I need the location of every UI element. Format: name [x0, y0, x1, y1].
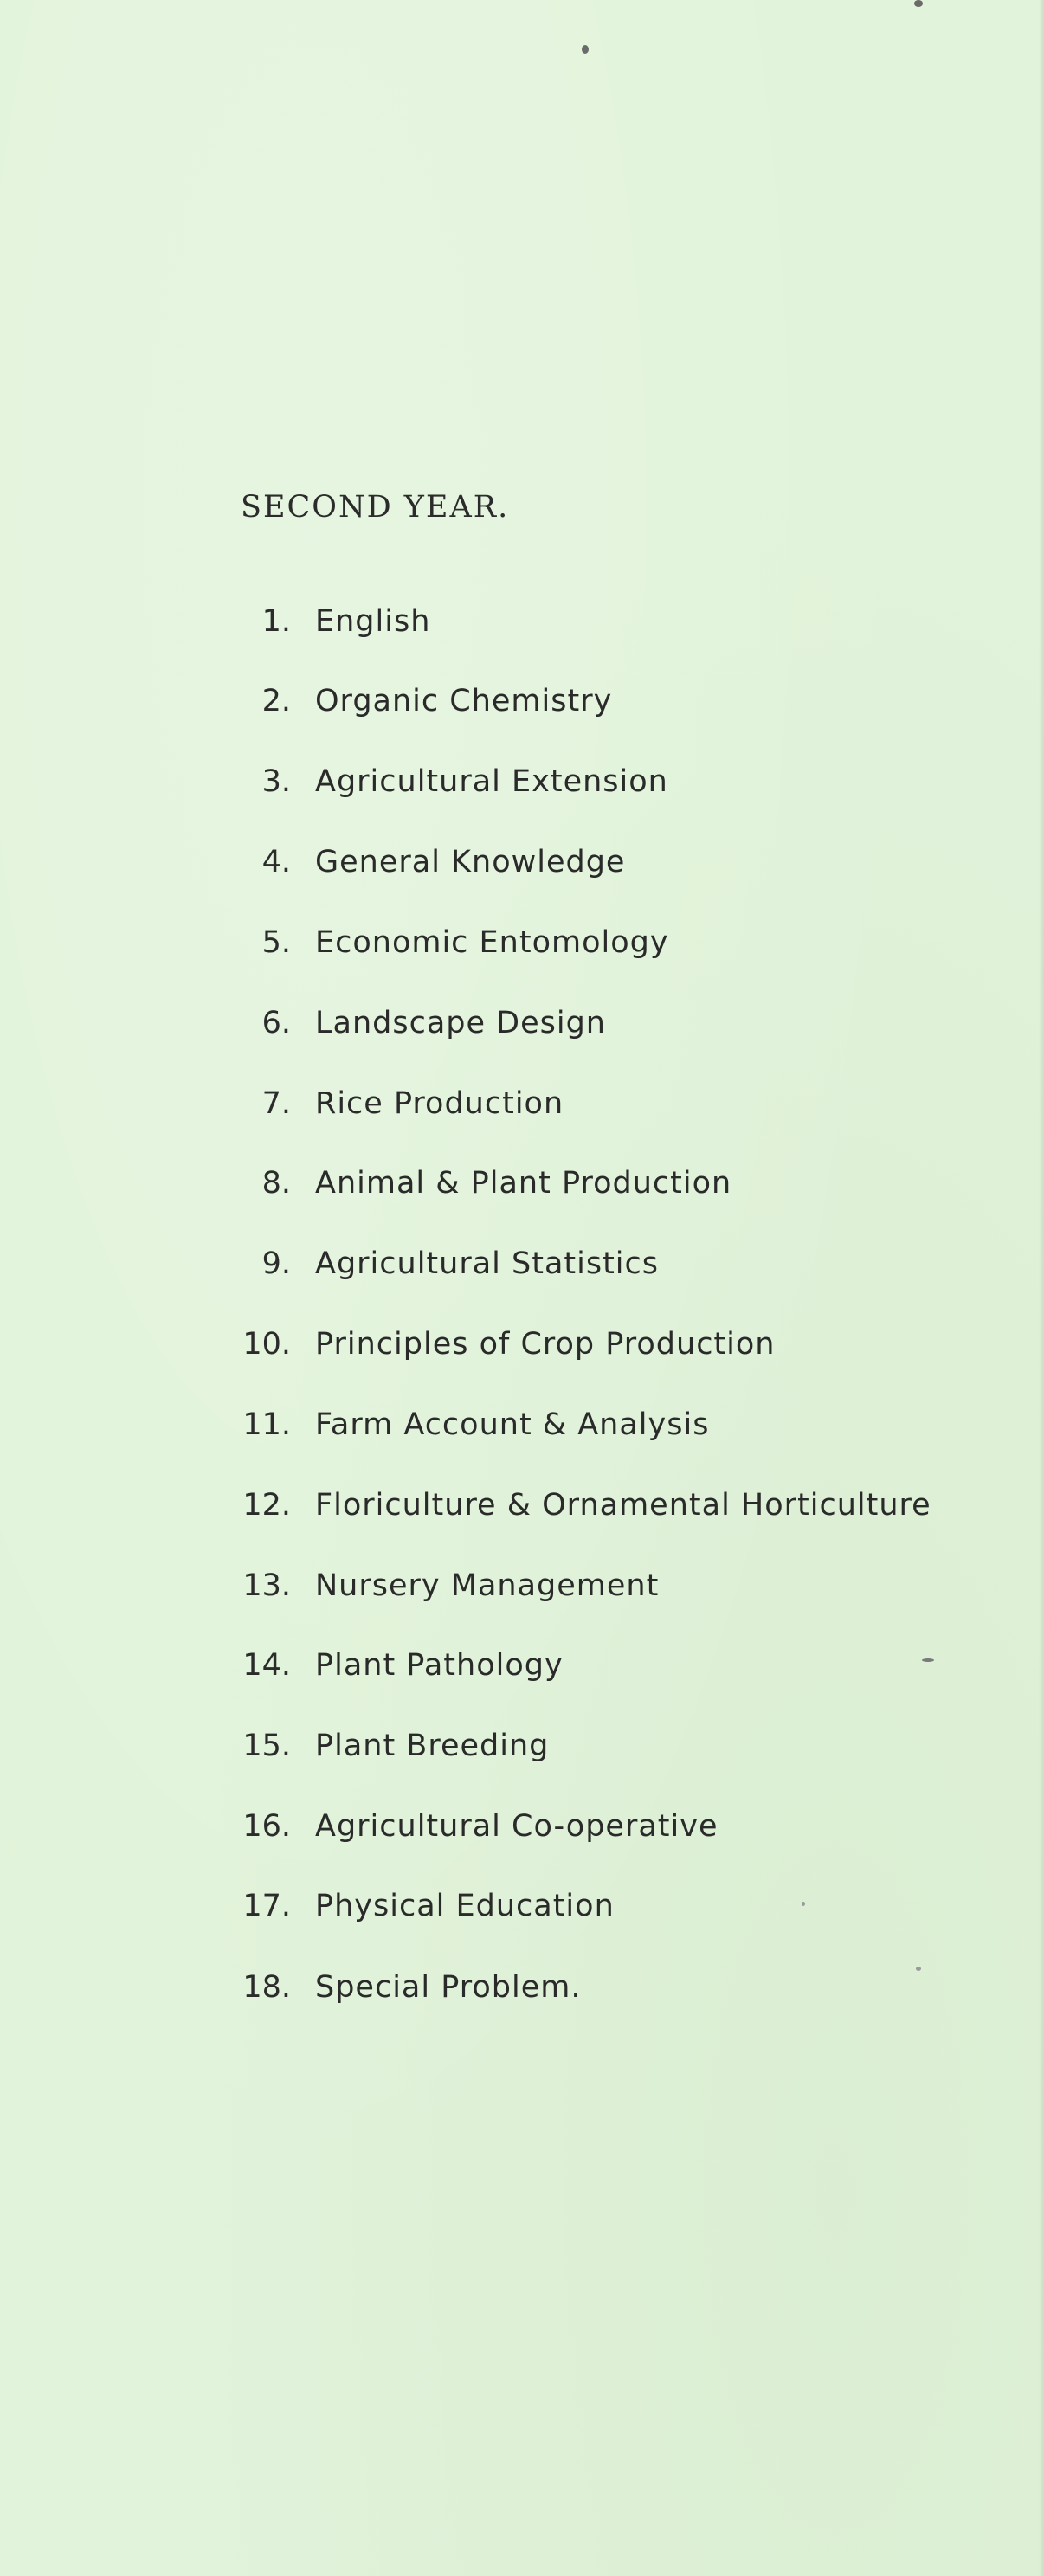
course-number: 7. — [261, 1086, 291, 1121]
course-item — [0, 1318, 1044, 1370]
course-name: Principles of Crop Production — [315, 1327, 776, 1362]
course-name: Rice Production — [315, 1086, 564, 1121]
course-item — [0, 1720, 1044, 1772]
paper-speck — [582, 45, 589, 54]
course-item — [0, 756, 1044, 808]
course-number: 4. — [261, 845, 291, 879]
course-name: Farm Account & Analysis — [315, 1407, 710, 1442]
course-number: 6. — [261, 1006, 291, 1040]
course-name: Physical Education — [315, 1889, 615, 1923]
course-item — [0, 997, 1044, 1049]
course-name: Animal & Plant Production — [315, 1166, 732, 1201]
course-name: Agricultural Extension — [315, 764, 668, 799]
course-number: 9. — [261, 1246, 291, 1281]
course-number: 15. — [242, 1729, 291, 1763]
course-item — [0, 1880, 1044, 1932]
course-number: 2. — [261, 684, 291, 718]
course-item — [0, 1238, 1044, 1290]
course-item — [0, 675, 1044, 727]
course-item — [0, 1961, 1044, 2013]
course-number: 16. — [242, 1809, 291, 1844]
course-item — [0, 1078, 1044, 1130]
course-name: Nursery Management — [315, 1568, 660, 1603]
course-number: 17. — [242, 1889, 291, 1923]
course-name: Plant Breeding — [315, 1729, 550, 1763]
course-number: 14. — [242, 1648, 291, 1683]
course-item — [0, 596, 1044, 647]
course-name: Special Problem. — [315, 1970, 582, 2005]
course-number: 3. — [261, 764, 291, 799]
course-number: 18. — [242, 1970, 291, 2005]
course-item — [0, 1479, 1044, 1531]
course-number: 13. — [242, 1568, 291, 1603]
course-name: General Knowledge — [315, 845, 626, 879]
course-name: Plant Pathology — [315, 1648, 564, 1683]
course-number: 5. — [261, 925, 291, 960]
course-name: Landscape Design — [315, 1006, 606, 1040]
course-item — [0, 1800, 1044, 1852]
course-name: Organic Chemistry — [315, 684, 613, 718]
course-number: 10. — [242, 1327, 291, 1362]
course-item — [0, 917, 1044, 969]
section-heading: SECOND YEAR. — [241, 490, 510, 525]
course-item — [0, 1560, 1044, 1612]
course-number: 1. — [261, 604, 291, 639]
course-number: 11. — [242, 1407, 291, 1442]
course-number: 8. — [261, 1166, 291, 1201]
course-name: Floriculture & Ornamental Horticulture — [315, 1488, 931, 1523]
paper-speck — [914, 0, 923, 7]
course-name: English — [315, 604, 431, 639]
course-item — [0, 1639, 1044, 1691]
course-name: Agricultural Co-operative — [315, 1809, 719, 1844]
course-item — [0, 1157, 1044, 1209]
course-item — [0, 836, 1044, 888]
course-name: Economic Entomology — [315, 925, 669, 960]
course-number: 12. — [242, 1488, 291, 1523]
course-name: Agricultural Statistics — [315, 1246, 660, 1281]
course-item — [0, 1399, 1044, 1451]
